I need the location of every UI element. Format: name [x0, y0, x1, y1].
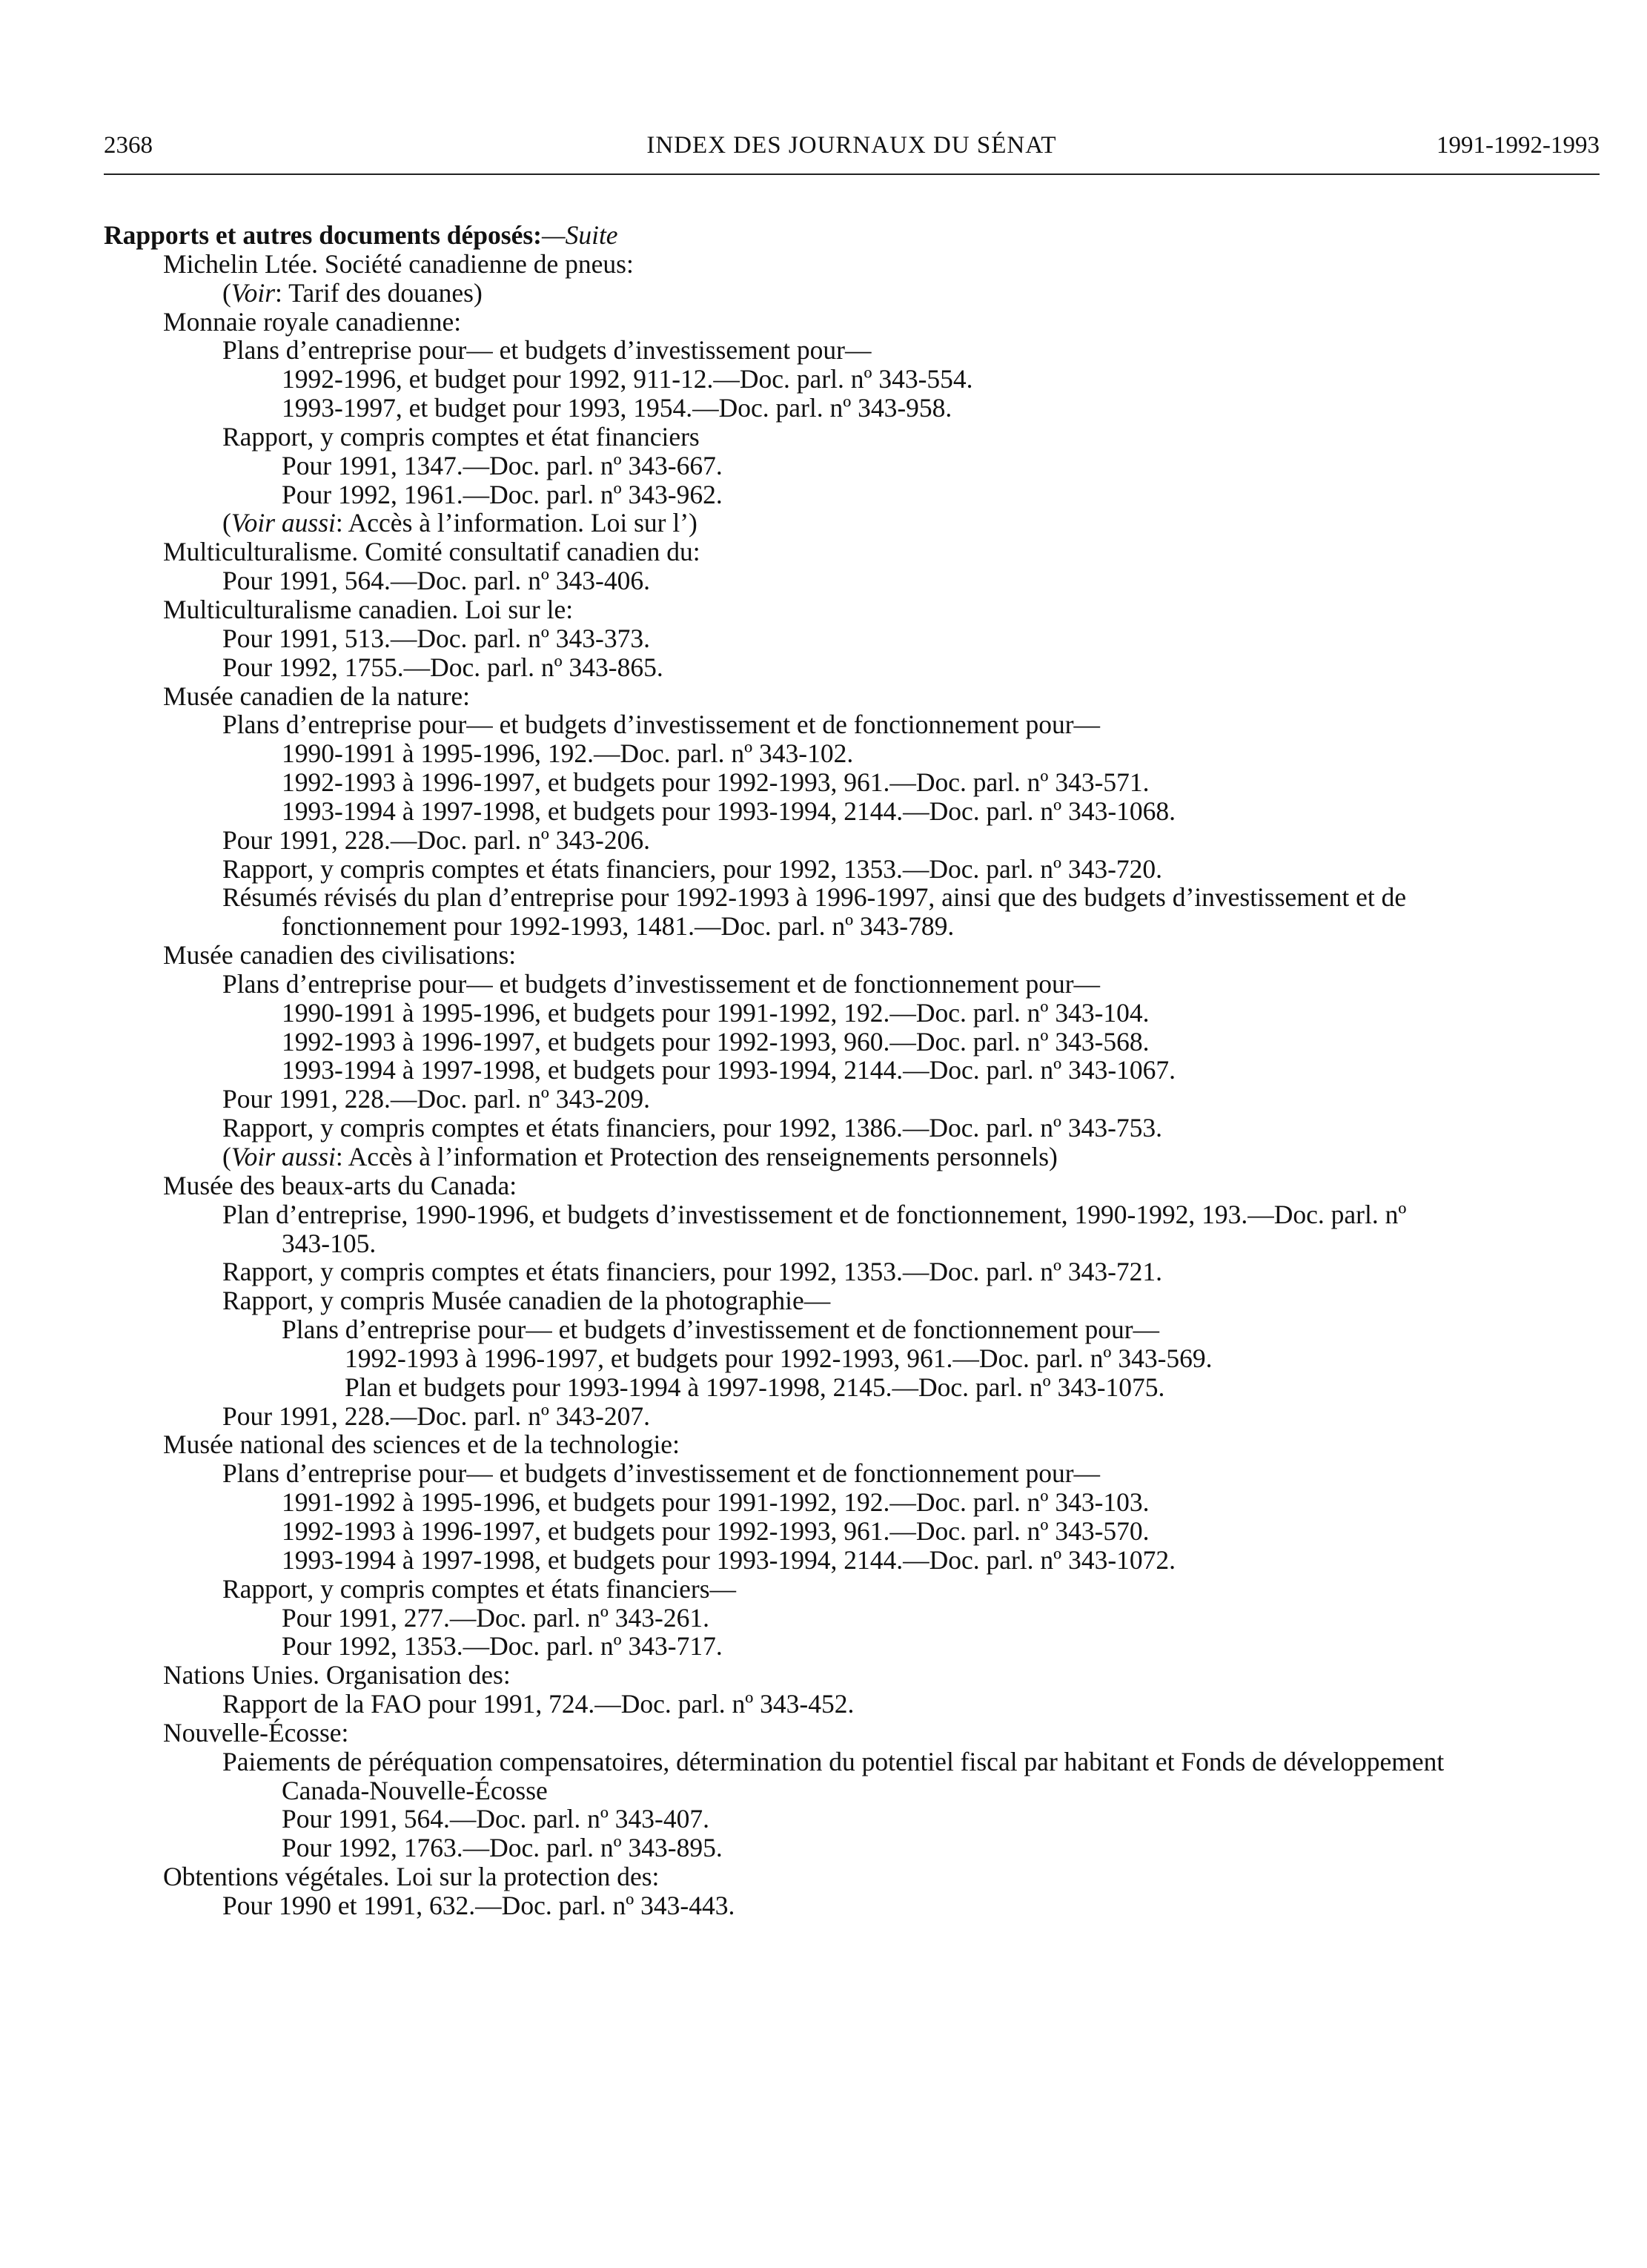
index-entry-text: Pour 1990 et 1991, 632.—Doc. parl. nº 343-443. — [222, 1890, 735, 1920]
index-entry-text: Accès à l’information et Protection des renseignements personnels) — [348, 1142, 1058, 1171]
index-entry-line: (Voir aussi: Accès à l’information et Protection des renseignements personnels) — [222, 1142, 1058, 1171]
index-entry-line — [104, 365, 1631, 394]
index-entry-text: 1990-1991 à 1995-1996, et budgets pour 1991-1992, 192.—Doc. parl. nº 343-104. — [282, 997, 1150, 1028]
index-entry-line: (Voir: Tarif des douanes) — [222, 277, 483, 308]
index-entry-text: 1992-1993 à 1996-1997, et budgets pour 1992-1993, 961.—Doc. parl. nº 343-569. — [345, 1343, 1213, 1373]
index-entry-line — [104, 797, 1631, 826]
index-entry-line — [104, 480, 1631, 509]
index-entry-text: Plans d’entreprise pour— et budgets d’investissement et de fonctionnement pour— — [222, 1458, 1101, 1489]
header-rule — [104, 173, 1600, 175]
index-entry-text: Pour 1991, 228.—Doc. parl. nº 343-207. — [222, 1401, 650, 1431]
index-entry-text: Tarif des douanes) — [288, 277, 483, 308]
index-entry-line — [104, 999, 1631, 1028]
session-years: 1991-1992-1993 — [1436, 132, 1600, 159]
index-entry-line — [104, 308, 1631, 337]
index-entry-line — [104, 1056, 1631, 1085]
index-entry-text: Rapport, y compris Musée canadien de la photographie— — [222, 1286, 831, 1316]
index-entries — [104, 250, 1631, 1920]
index-entry-line — [104, 1200, 1631, 1229]
index-entry-text: Multiculturalisme canadien. Loi sur le: — [163, 594, 574, 624]
index-entry-text: Multiculturalisme. Comité consultatif canadien du: — [163, 537, 700, 567]
index-entry-text: Plan d’entreprise, 1990-1996, et budgets d’investissement et de fonctionnement, 1990-1992, 193.—Doc. parl. nº — [222, 1199, 1407, 1229]
index-entry-text: Rapport de la FAO pour 1991, 724.—Doc. parl. nº 343-452. — [222, 1689, 855, 1719]
index-entry-text: Pour 1992, 1353.—Doc. parl. nº 343-717. — [282, 1631, 723, 1662]
index-entry-line — [104, 423, 1631, 452]
section-heading-suite: —Suite — [542, 220, 618, 250]
index-entry-line — [104, 768, 1631, 797]
index-entry-line — [104, 1862, 1631, 1891]
index-entry-line — [104, 739, 1631, 768]
index-entry-text: 1992-1993 à 1996-1997, et budgets pour 1992-1993, 961.—Doc. parl. nº 343-570. — [282, 1515, 1150, 1546]
index-entry-text: Pour 1991, 513.—Doc. parl. nº 343-373. — [222, 623, 650, 653]
index-entry-line — [104, 1690, 1631, 1719]
index-entry-line — [104, 1891, 1631, 1920]
index-entry-line — [104, 595, 1631, 624]
cross-reference-label: Voir aussi — [231, 1142, 336, 1171]
index-entry-line — [104, 970, 1631, 999]
index-entry-line — [104, 1085, 1631, 1114]
index-entry-text: Résumés révisés du plan d’entreprise pour 1992-1993 à 1996-1997, ainsi que des budgets d’investissement et de — [222, 882, 1407, 913]
index-entry-text: Musée national des sciences et de la technologie: — [163, 1429, 680, 1460]
index-entry-text: 1993-1994 à 1997-1998, et budgets pour 1993-1994, 2144.—Doc. parl. nº 343-1072. — [282, 1544, 1176, 1575]
index-entry-text: Musée canadien de la nature: — [163, 681, 470, 711]
index-entry-text: 1990-1991 à 1995-1996, 192.—Doc. parl. nº 343-102. — [282, 738, 854, 769]
index-entry-line — [104, 1402, 1631, 1431]
index-entry-text: Plan et budgets pour 1993-1994 à 1997-1998, 2145.—Doc. parl. nº 343-1075. — [345, 1372, 1165, 1402]
index-entry-line — [104, 710, 1631, 739]
index-entry-line — [104, 1748, 1631, 1776]
index-entry-text: Pour 1991, 564.—Doc. parl. nº 343-406. — [222, 566, 650, 596]
index-entry-text: Pour 1991, 228.—Doc. parl. nº 343-206. — [222, 824, 650, 855]
index-entry-line — [104, 1028, 1631, 1057]
index-entry-text: Nouvelle-Écosse: — [163, 1717, 349, 1748]
index-entry-line — [104, 538, 1631, 566]
index-entry-line — [104, 1604, 1631, 1633]
index-entry-line — [104, 1575, 1631, 1604]
index-entry-line — [104, 653, 1631, 682]
index-entry-text: 1993-1994 à 1997-1998, et budgets pour 1993-1994, 2144.—Doc. parl. nº 343-1067. — [282, 1055, 1176, 1085]
index-entry-text: Obtentions végétales. Loi sur la protection des: — [163, 1862, 660, 1892]
index-entry-line — [104, 682, 1631, 711]
index-entry-text: 1992-1996, et budget pour 1992, 911-12.—Doc. parl. nº 343-554. — [282, 364, 973, 394]
index-entry-text: Rapport, y compris comptes et états financiers, pour 1992, 1386.—Doc. parl. nº 343-753. — [222, 1113, 1163, 1143]
index-entry-text: Pour 1991, 564.—Doc. parl. nº 343-407. — [282, 1804, 709, 1834]
index-entry-line — [104, 566, 1631, 595]
index-entry-text: Monnaie royale canadienne: — [163, 306, 462, 337]
index-entry-text: 1993-1997, et budget pour 1993, 1954.—Doc. parl. nº 343-958. — [282, 393, 952, 423]
index-entry-text: Pour 1991, 277.—Doc. parl. nº 343-261. — [282, 1602, 709, 1633]
index-entry-text: Pour 1991, 1347.—Doc. parl. nº 343-667. — [282, 450, 723, 480]
index-entry-text: Rapport, y compris comptes et état financiers — [222, 421, 700, 452]
index-entry-line — [104, 1373, 1631, 1402]
index-entry-line — [104, 1488, 1631, 1517]
index-entry-text: Pour 1992, 1961.—Doc. parl. nº 343-962. — [282, 479, 723, 509]
index-entry-line: (Voir aussi: Accès à l’information. Loi sur l’) — [222, 508, 697, 538]
page-header — [104, 132, 1600, 168]
index-entry-text: 1993-1994 à 1997-1998, et budgets pour 1993-1994, 2144.—Doc. parl. nº 343-1068. — [282, 796, 1176, 826]
section-heading-text: Rapports et autres documents déposés: — [104, 220, 543, 250]
index-entry-text: Musée canadien des civilisations: — [163, 940, 517, 971]
index-entry-text: Plans d’entreprise pour— et budgets d’investissement pour— — [222, 335, 872, 366]
index-entry-line — [104, 452, 1631, 480]
index-entry-text: fonctionnement pour 1992-1993, 1481.—Doc. parl. nº 343-789. — [282, 911, 955, 942]
index-entry-text: Pour 1992, 1755.—Doc. parl. nº 343-865. — [222, 652, 663, 682]
index-entry-text: Musée des beaux-arts du Canada: — [163, 1170, 517, 1200]
index-entry-line — [104, 912, 1631, 941]
index-entry-text: Pour 1991, 228.—Doc. parl. nº 343-209. — [222, 1084, 650, 1114]
index-entry-line — [104, 1315, 1631, 1344]
cross-reference-label: Voir aussi — [231, 508, 336, 538]
index-entry-text: 1991-1992 à 1995-1996, et budgets pour 1991-1992, 192.—Doc. parl. nº 343-103. — [282, 1487, 1150, 1518]
index-entry-text: Paiements de péréquation compensatoires, détermination du potentiel fiscal par habitant et Fonds de développement — [222, 1746, 1445, 1776]
index-entry-text: Nations Unies. Organisation des: — [163, 1660, 511, 1690]
index-entry-line — [104, 1257, 1631, 1286]
index-entry-line — [104, 1114, 1631, 1143]
index-body — [104, 221, 1631, 1920]
index-entry-line — [104, 1719, 1631, 1748]
index-entry-line — [104, 1286, 1631, 1315]
index-entry-line — [104, 1171, 1631, 1200]
index-entry-line — [104, 1776, 1631, 1805]
index-entry-line — [104, 394, 1631, 423]
index-entry-line — [104, 1834, 1631, 1862]
index-entry-line — [104, 1459, 1631, 1488]
index-entry-text: 343-105. — [282, 1228, 377, 1258]
index-entry-line — [104, 855, 1631, 884]
index-entry-line — [104, 250, 1631, 279]
index-entry-line — [104, 336, 1631, 365]
index-entry-text: Rapport, y compris comptes et états financiers, pour 1992, 1353.—Doc. parl. nº 343-720. — [222, 853, 1163, 884]
index-entry-text: Plans d’entreprise pour— et budgets d’investissement et de fonctionnement pour— — [282, 1315, 1160, 1345]
index-entry-line — [104, 941, 1631, 970]
running-title: INDEX DES JOURNAUX DU SÉNAT — [646, 132, 1057, 159]
index-entry-text: Plans d’entreprise pour— et budgets d’investissement et de fonctionnement pour— — [222, 710, 1101, 740]
page-number: 2368 — [104, 132, 153, 159]
index-entry-line — [104, 1805, 1631, 1834]
index-entry-line — [104, 883, 1631, 912]
index-entry-line — [104, 1632, 1631, 1661]
index-entry-text: Michelin Ltée. Société canadienne de pneus: — [163, 248, 634, 279]
index-entry-text: Rapport, y compris comptes et états financiers, pour 1992, 1353.—Doc. parl. nº 343-721. — [222, 1257, 1163, 1287]
index-entry-text: Rapport, y compris comptes et états financiers— — [222, 1573, 737, 1604]
index-entry-line — [104, 1430, 1631, 1459]
index-entry-line — [104, 826, 1631, 855]
index-entry-line — [104, 624, 1631, 653]
index-entry-line — [104, 1517, 1631, 1546]
index-entry-line — [104, 1229, 1631, 1258]
index-entry-line — [104, 1661, 1631, 1690]
index-entry-text: Plans d’entreprise pour— et budgets d’investissement et de fonctionnement pour— — [222, 968, 1101, 999]
section-heading — [104, 221, 1631, 250]
index-entry-text: Pour 1992, 1763.—Doc. parl. nº 343-895. — [282, 1833, 723, 1863]
index-entry-line — [104, 1546, 1631, 1575]
index-entry-text: Canada-Nouvelle-Écosse — [282, 1775, 548, 1805]
index-entry-line — [104, 1344, 1631, 1373]
index-entry-text: 1992-1993 à 1996-1997, et budgets pour 1992-1993, 960.—Doc. parl. nº 343-568. — [282, 1026, 1150, 1057]
cross-reference-label: Voir — [231, 277, 276, 308]
index-entry-text: 1992-1993 à 1996-1997, et budgets pour 1992-1993, 961.—Doc. parl. nº 343-571. — [282, 767, 1150, 798]
index-entry-text: Accès à l’information. Loi sur l’) — [348, 508, 697, 538]
